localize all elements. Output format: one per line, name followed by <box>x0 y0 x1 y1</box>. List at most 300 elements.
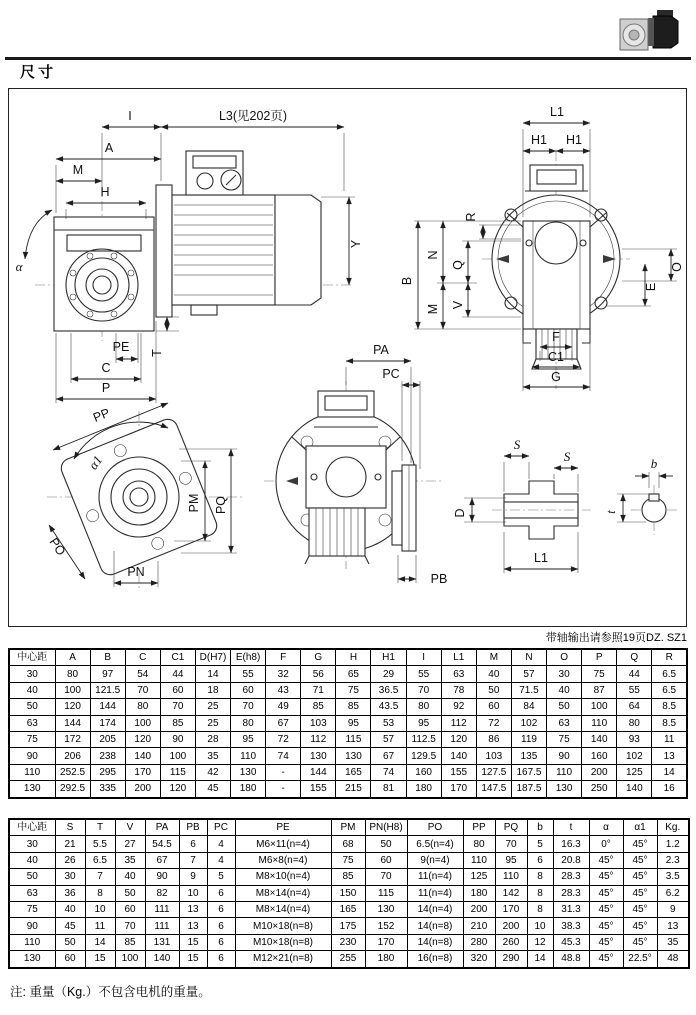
table-cell: 75 <box>547 731 582 747</box>
table-cell: 25 <box>195 699 230 715</box>
table-cell: 11 <box>85 918 115 934</box>
column-header: PQ <box>495 819 527 836</box>
table-cell: 135 <box>511 748 546 764</box>
table-cell: 40 <box>476 666 511 682</box>
table-cell: 10 <box>179 885 207 901</box>
table-cell: 129.5 <box>406 748 441 764</box>
table-cell: 290 <box>495 951 527 968</box>
table-cell: 140 <box>125 748 160 764</box>
table-cell: 45° <box>589 934 623 950</box>
column-header: B <box>90 649 125 666</box>
column-header: PC <box>207 819 235 836</box>
table-cell: 35 <box>657 934 689 950</box>
dim-label-P: P <box>101 381 111 395</box>
table-cell: 85 <box>336 699 371 715</box>
table-cell: 54 <box>125 666 160 682</box>
table-cell: 6 <box>527 852 553 868</box>
column-header: Q <box>617 649 652 666</box>
table-cell: 6 <box>207 951 235 968</box>
column-header: M <box>476 649 511 666</box>
table-cell: 63 <box>9 885 55 901</box>
table-cell: 40 <box>55 901 85 917</box>
table-cell: 14(n=4) <box>407 901 463 917</box>
dim-label-S-left: S <box>513 437 521 452</box>
dim-label-PC: PC <box>382 367 400 381</box>
table-cell: 90 <box>160 731 195 747</box>
table-cell: 167.5 <box>511 764 546 780</box>
dim-label-R: R <box>464 212 478 222</box>
dim-label-PO: PO <box>46 535 69 559</box>
view-hollow-shaft <box>492 437 591 573</box>
table-cell: 70 <box>115 918 145 934</box>
table-cell: 250 <box>582 781 617 798</box>
table-cell: 45 <box>55 918 85 934</box>
table-cell: 67 <box>266 715 301 731</box>
dim-label-Q: Q <box>451 260 465 270</box>
column-header: F <box>266 649 301 666</box>
table-cell: 60 <box>365 852 407 868</box>
table-cell: 67 <box>145 852 179 868</box>
table-cell: 50 <box>55 934 85 950</box>
dim-label-G: G <box>551 370 561 384</box>
column-header: PB <box>179 819 207 836</box>
view-key-section <box>603 456 677 535</box>
table-cell: 74 <box>266 748 301 764</box>
table-cell: 112 <box>301 731 336 747</box>
table-row <box>9 918 689 934</box>
column-header: 中心距 <box>9 819 55 836</box>
table-cell: 200 <box>582 764 617 780</box>
table-cell: M8×10(n=4) <box>235 869 331 885</box>
table-row <box>9 748 687 764</box>
table-cell: 103 <box>301 715 336 731</box>
table-cell: 40 <box>9 682 55 698</box>
table-cell: 187.5 <box>511 781 546 798</box>
column-header: D(H7) <box>195 649 230 666</box>
table-cell: 49 <box>266 699 301 715</box>
table-cell: 45° <box>623 934 657 950</box>
table-cell: 131 <box>145 934 179 950</box>
table-cell: 180 <box>231 781 266 798</box>
column-header: Kg. <box>657 819 689 836</box>
table-cell: 90 <box>547 748 582 764</box>
table-row <box>9 869 689 885</box>
table-cell: 13 <box>652 748 687 764</box>
table-cell: 16 <box>652 781 687 798</box>
product-photo <box>609 8 687 63</box>
table-cell: 110 <box>9 764 55 780</box>
table-cell: 90 <box>9 748 55 764</box>
table-cell: 45° <box>589 885 623 901</box>
table-cell: 180 <box>406 781 441 798</box>
table-cell: 57 <box>511 666 546 682</box>
table-cell: 80 <box>125 699 160 715</box>
table-cell: 9 <box>657 901 689 917</box>
table-cell: 57 <box>371 731 406 747</box>
table-cell: 4 <box>207 836 235 852</box>
column-header: E(h8) <box>231 649 266 666</box>
table-row <box>9 934 689 950</box>
table-cell: 8.5 <box>652 699 687 715</box>
column-header: C <box>125 649 160 666</box>
table-cell: 71 <box>301 682 336 698</box>
table-cell: 120 <box>441 731 476 747</box>
table-cell: 175 <box>331 918 365 934</box>
table-cell: 16.3 <box>553 836 589 852</box>
dim-label-S-right: S <box>563 449 571 464</box>
dim-label-C1: C1 <box>548 350 564 364</box>
table-cell: 121.5 <box>90 682 125 698</box>
table-cell: 160 <box>406 764 441 780</box>
table-cell: 292.5 <box>55 781 90 798</box>
table-cell: 155 <box>441 764 476 780</box>
table-cell: 130 <box>231 764 266 780</box>
table-cell: 45° <box>623 885 657 901</box>
column-header: t <box>553 819 589 836</box>
table-cell: 210 <box>463 918 495 934</box>
table-cell: 68 <box>331 836 365 852</box>
table-cell: 112.5 <box>406 731 441 747</box>
table-cell: 142 <box>495 885 527 901</box>
table-cell: 55 <box>406 666 441 682</box>
table-cell: M6×11(n=4) <box>235 836 331 852</box>
table-cell: 22.5° <box>623 951 657 968</box>
table-cell: 43.5 <box>371 699 406 715</box>
table-cell: 60 <box>115 901 145 917</box>
table-row <box>9 715 687 731</box>
header-rule <box>5 57 691 60</box>
dim-label-T: T <box>150 349 164 357</box>
dim-label-PM: PM <box>187 493 201 513</box>
table-cell: 6.5 <box>652 682 687 698</box>
table-cell: 8 <box>527 901 553 917</box>
table-cell: 40 <box>547 682 582 698</box>
view-flange <box>46 403 245 589</box>
table-cell: 45° <box>623 852 657 868</box>
table-cell: 5 <box>207 869 235 885</box>
table-cell: 40 <box>115 869 145 885</box>
table-cell: 147.5 <box>476 781 511 798</box>
table-cell: 20.8 <box>553 852 589 868</box>
dim-label-A: A <box>104 141 114 155</box>
dim-label-M2: M <box>426 303 440 315</box>
table-cell: 28 <box>195 731 230 747</box>
table-cell: - <box>266 764 301 780</box>
view-front <box>400 105 684 391</box>
table-row <box>9 764 687 780</box>
table-row <box>9 885 689 901</box>
table-cell: 110 <box>495 869 527 885</box>
column-header: A <box>55 649 90 666</box>
table-cell: 6 <box>207 918 235 934</box>
column-header: PP <box>463 819 495 836</box>
table-cell: 45° <box>589 901 623 917</box>
table-cell: 43 <box>266 682 301 698</box>
table-cell: 80 <box>406 699 441 715</box>
table-cell: 7 <box>179 852 207 868</box>
table-cell: 15 <box>85 951 115 968</box>
table-cell: 48.8 <box>553 951 589 968</box>
dim-label-PP: PP <box>91 405 112 425</box>
table-cell: 67 <box>371 748 406 764</box>
dim-label-alpha1: α1 <box>85 452 106 473</box>
table-cell: 111 <box>145 918 179 934</box>
table-cell: 42 <box>195 764 230 780</box>
table-cell: 70 <box>495 836 527 852</box>
column-header: PN(H8) <box>365 819 407 836</box>
table-cell: 95 <box>231 731 266 747</box>
table-cell: 4 <box>207 852 235 868</box>
table-cell: 60 <box>160 682 195 698</box>
table-cell: 100 <box>55 682 90 698</box>
table-cell: 206 <box>55 748 90 764</box>
table-cell: 50 <box>365 836 407 852</box>
table-cell: 54.5 <box>145 836 179 852</box>
table-cell: 295 <box>90 764 125 780</box>
table-cell: 119 <box>511 731 546 747</box>
table-cell: 60 <box>231 682 266 698</box>
table-cell: 110 <box>547 764 582 780</box>
table-cell: 28.3 <box>553 885 589 901</box>
dim-label-PE: PE <box>112 340 130 354</box>
table-cell: 45° <box>623 869 657 885</box>
table-cell: 110 <box>582 715 617 731</box>
table-cell: 130 <box>9 781 55 798</box>
table-cell: 170 <box>441 781 476 798</box>
table-cell: 0° <box>589 836 623 852</box>
table-cell: 110 <box>231 748 266 764</box>
dim-label-PA: PA <box>373 343 389 357</box>
table-cell: 140 <box>617 781 652 798</box>
dim-label-PN: PN <box>127 565 145 579</box>
column-header: T <box>85 819 115 836</box>
table-cell: 144 <box>90 699 125 715</box>
table-cell: 70 <box>231 699 266 715</box>
table-cell: 26 <box>55 852 85 868</box>
dim-label-H: H <box>100 185 110 199</box>
table-cell: 320 <box>463 951 495 968</box>
table-cell: 14(n=8) <box>407 934 463 950</box>
table-cell: 8 <box>85 885 115 901</box>
table-cell: 130 <box>9 951 55 968</box>
table-cell: 180 <box>463 885 495 901</box>
table-cell: 55 <box>231 666 266 682</box>
table-cell: 71.5 <box>511 682 546 698</box>
table-cell: 100 <box>160 748 195 764</box>
table-cell: 45° <box>623 901 657 917</box>
table-cell: 115 <box>365 885 407 901</box>
column-header: H <box>336 649 371 666</box>
table-cell: 13 <box>657 918 689 934</box>
table-cell: 30 <box>547 666 582 682</box>
table-cell: 25 <box>195 715 230 731</box>
table-cell: 31.3 <box>553 901 589 917</box>
table-cell: M10×18(n=8) <box>235 918 331 934</box>
column-header: α1 <box>623 819 657 836</box>
table-cell: 160 <box>582 748 617 764</box>
dim-label-alpha: α <box>15 259 23 274</box>
table-cell: 40 <box>9 852 55 868</box>
table-cell: 13 <box>179 918 207 934</box>
table-cell: 200 <box>463 901 495 917</box>
table-cell: 150 <box>331 885 365 901</box>
column-header: O <box>547 649 582 666</box>
table-row <box>9 836 689 852</box>
table-cell: 85 <box>331 869 365 885</box>
table-cell: 6 <box>207 934 235 950</box>
view-rear <box>264 343 506 586</box>
table-cell: 140 <box>441 748 476 764</box>
table-cell: 11(n=4) <box>407 885 463 901</box>
table-cell: 30 <box>9 836 55 852</box>
table-cell: 28.3 <box>553 869 589 885</box>
table-cell: 87 <box>582 682 617 698</box>
dim-label-N: N <box>426 250 440 260</box>
table-cell: 6.5 <box>652 666 687 682</box>
table-cell: 335 <box>90 781 125 798</box>
dim-label-E: E <box>644 282 658 292</box>
table-cell: M8×14(n=4) <box>235 885 331 901</box>
table-cell: 9(n=4) <box>407 852 463 868</box>
table-cell: 172 <box>55 731 90 747</box>
column-header: G <box>301 649 336 666</box>
table-cell: 144 <box>301 764 336 780</box>
table-cell: 127.5 <box>476 764 511 780</box>
table-cell: 14 <box>652 764 687 780</box>
table-cell: 280 <box>463 934 495 950</box>
table-cell: 14 <box>527 951 553 968</box>
table-row <box>9 682 687 698</box>
table-cell: 170 <box>495 901 527 917</box>
table-cell: 75 <box>9 901 55 917</box>
table-row <box>9 901 689 917</box>
table-cell: 32 <box>266 666 301 682</box>
view-side <box>16 109 363 403</box>
table-cell: 53 <box>371 715 406 731</box>
table-cell: 200 <box>495 918 527 934</box>
column-header: V <box>115 819 145 836</box>
table-cell: 7 <box>85 869 115 885</box>
table-cell: 130 <box>301 748 336 764</box>
table-cell: 140 <box>145 951 179 968</box>
table-cell: 230 <box>331 934 365 950</box>
table-cell: 85 <box>115 934 145 950</box>
table-cell: 29 <box>371 666 406 682</box>
table-row <box>9 951 689 968</box>
table-cell: 38.3 <box>553 918 589 934</box>
table-row <box>9 781 687 798</box>
table-cell: 82 <box>145 885 179 901</box>
table-cell: 21 <box>55 836 85 852</box>
table-cell: 45 <box>195 781 230 798</box>
table-cell: 1.2 <box>657 836 689 852</box>
table-cell: 16(n=8) <box>407 951 463 968</box>
table-cell: 45° <box>589 951 623 968</box>
table-cell: 125 <box>617 764 652 780</box>
table-cell: 97 <box>90 666 125 682</box>
dim-label-L1-shaft: L1 <box>534 551 548 565</box>
column-header: N <box>511 649 546 666</box>
table-row <box>9 699 687 715</box>
table-cell: 10 <box>85 901 115 917</box>
table-cell: - <box>266 781 301 798</box>
table-cell: 144 <box>55 715 90 731</box>
dimensions-table-2 <box>8 818 690 969</box>
table-cell: 3.5 <box>657 869 689 885</box>
dim-label-O: O <box>670 262 684 272</box>
table-cell: 6.2 <box>657 885 689 901</box>
table-cell: 36 <box>55 885 85 901</box>
table-row <box>9 666 687 682</box>
dim-label-L3: L3(见202页) <box>218 109 288 123</box>
table-cell: 11 <box>652 731 687 747</box>
column-header: I <box>406 649 441 666</box>
dim-label-I: I <box>128 109 132 123</box>
table-cell: 6 <box>207 885 235 901</box>
dim-label-D: D <box>453 508 467 518</box>
column-header: 中心距 <box>9 649 55 666</box>
table-cell: M8×14(n=4) <box>235 901 331 917</box>
table-cell: 50 <box>9 869 55 885</box>
table-cell: 45° <box>589 852 623 868</box>
table-cell: 27 <box>115 836 145 852</box>
dim-label-L1: L1 <box>550 105 564 119</box>
page-title: 尺寸 <box>20 64 57 81</box>
table-cell: 84 <box>511 699 546 715</box>
dim-label-M: M <box>72 163 84 177</box>
table-cell: 8 <box>527 869 553 885</box>
table-cell: 70 <box>125 682 160 698</box>
table-cell: 102 <box>617 748 652 764</box>
table-cell: 35 <box>195 748 230 764</box>
table-cell: 72 <box>476 715 511 731</box>
table-cell: 112 <box>441 715 476 731</box>
table-cell: 14 <box>85 934 115 950</box>
table-cell: 93 <box>617 731 652 747</box>
table-cell: 140 <box>582 731 617 747</box>
table-cell: 8.5 <box>652 715 687 731</box>
table-cell: 6 <box>179 836 207 852</box>
dim-label-H1-left: H1 <box>531 133 547 147</box>
table-cell: 174 <box>90 715 125 731</box>
table-cell: 80 <box>617 715 652 731</box>
dim-label-C: C <box>101 361 111 375</box>
table-cell: 50 <box>115 885 145 901</box>
table-cell: 238 <box>90 748 125 764</box>
table-cell: 102 <box>511 715 546 731</box>
table-cell: 170 <box>125 764 160 780</box>
table-cell: 200 <box>125 781 160 798</box>
dim-label-t: t <box>603 510 618 514</box>
table-cell: 70 <box>160 699 195 715</box>
table-cell: 60 <box>55 951 85 968</box>
table-cell: 50 <box>476 682 511 698</box>
table-cell: 205 <box>90 731 125 747</box>
table-cell: 44 <box>160 666 195 682</box>
table-cell: 80 <box>463 836 495 852</box>
table-cell: 18 <box>195 682 230 698</box>
table-cell: 14 <box>195 666 230 682</box>
table-cell: 13 <box>179 901 207 917</box>
table-cell: 63 <box>547 715 582 731</box>
column-header: C1 <box>160 649 195 666</box>
weight-note: 注: 重量（Kg.）不包含电机的重量。 <box>10 985 211 999</box>
table-cell: 165 <box>331 901 365 917</box>
table-cell: 8 <box>527 885 553 901</box>
column-header: PM <box>331 819 365 836</box>
dimensions-table-1 <box>8 648 688 799</box>
table-cell: 260 <box>495 934 527 950</box>
